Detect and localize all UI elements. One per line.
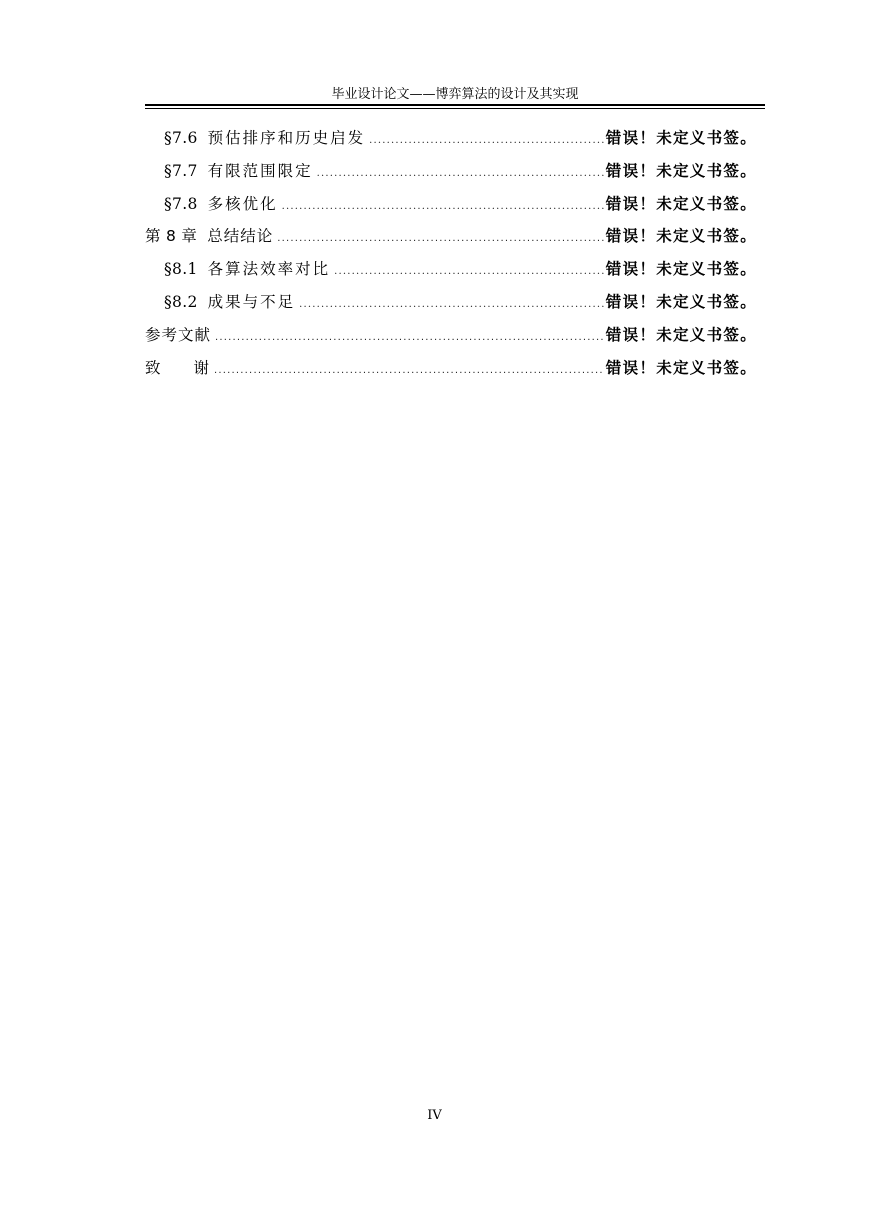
header-rule-thick xyxy=(145,104,765,106)
toc-entry-title: 参考文献 xyxy=(145,325,212,344)
toc-entry-page: 错误！未定义书签。 xyxy=(605,325,757,344)
toc-entry[interactable] xyxy=(145,155,757,188)
toc-chapter-entry[interactable] xyxy=(145,352,757,385)
toc-dot-leader xyxy=(215,322,604,354)
toc-entry-page: 错误！未定义书签。 xyxy=(605,260,757,279)
toc-dot-leader xyxy=(317,158,604,190)
toc-dot-leader xyxy=(334,256,604,288)
toc-entry-page: 错误！未定义书签。 xyxy=(605,292,757,311)
toc-entry-title: 成果与不足 xyxy=(207,292,296,311)
toc-chapter-entry[interactable] xyxy=(145,319,757,352)
header-title: 毕业设计论文——博弈算法的设计及其实现 xyxy=(331,87,579,102)
toc-entry-number: §8.2 xyxy=(164,292,198,311)
page-number: IV xyxy=(427,1108,442,1123)
toc-dot-leader xyxy=(277,223,604,255)
toc-entry[interactable] xyxy=(145,122,757,155)
toc-entry-title-second: 谢 xyxy=(193,358,211,377)
toc-entry-title: 预估排序和历史启发 xyxy=(207,129,366,147)
toc-entry-page: 错误！未定义书签。 xyxy=(605,358,757,377)
header-rule-thin xyxy=(145,108,765,109)
toc-chapter-entry[interactable] xyxy=(145,220,757,253)
toc-entry-title-first: 致 xyxy=(145,358,162,377)
toc-entry[interactable] xyxy=(145,253,757,286)
toc-entry-title: 各算法效率对比 xyxy=(207,260,331,279)
toc-dot-leader xyxy=(214,355,604,387)
toc-entry[interactable] xyxy=(145,188,757,221)
toc-entry-page: 错误！未定义书签。 xyxy=(605,161,757,180)
toc-entry-number: §8.1 xyxy=(164,260,198,279)
toc-dot-leader xyxy=(369,125,604,157)
toc-entry-title: 多核优化 xyxy=(207,194,278,213)
toc-entry-page: 错误！未定义书签。 xyxy=(605,227,757,246)
toc-entry-page: 错误！未定义书签。 xyxy=(605,194,757,213)
toc-dot-leader xyxy=(299,289,604,321)
toc-entry-number: 第 8 章 xyxy=(145,227,198,246)
toc-dot-leader xyxy=(282,191,604,223)
toc-entry-number: §7.6 xyxy=(164,129,198,147)
toc-entry-number: §7.8 xyxy=(164,194,198,213)
toc-entry[interactable] xyxy=(145,286,757,319)
toc-entry-number: §7.7 xyxy=(164,161,198,180)
toc-entry-page: 错误！未定义书签。 xyxy=(605,129,757,147)
toc-entry-title: 总结结论 xyxy=(207,227,274,246)
toc-entry-title: 有限范围限定 xyxy=(207,161,313,180)
table-of-contents xyxy=(145,122,757,384)
